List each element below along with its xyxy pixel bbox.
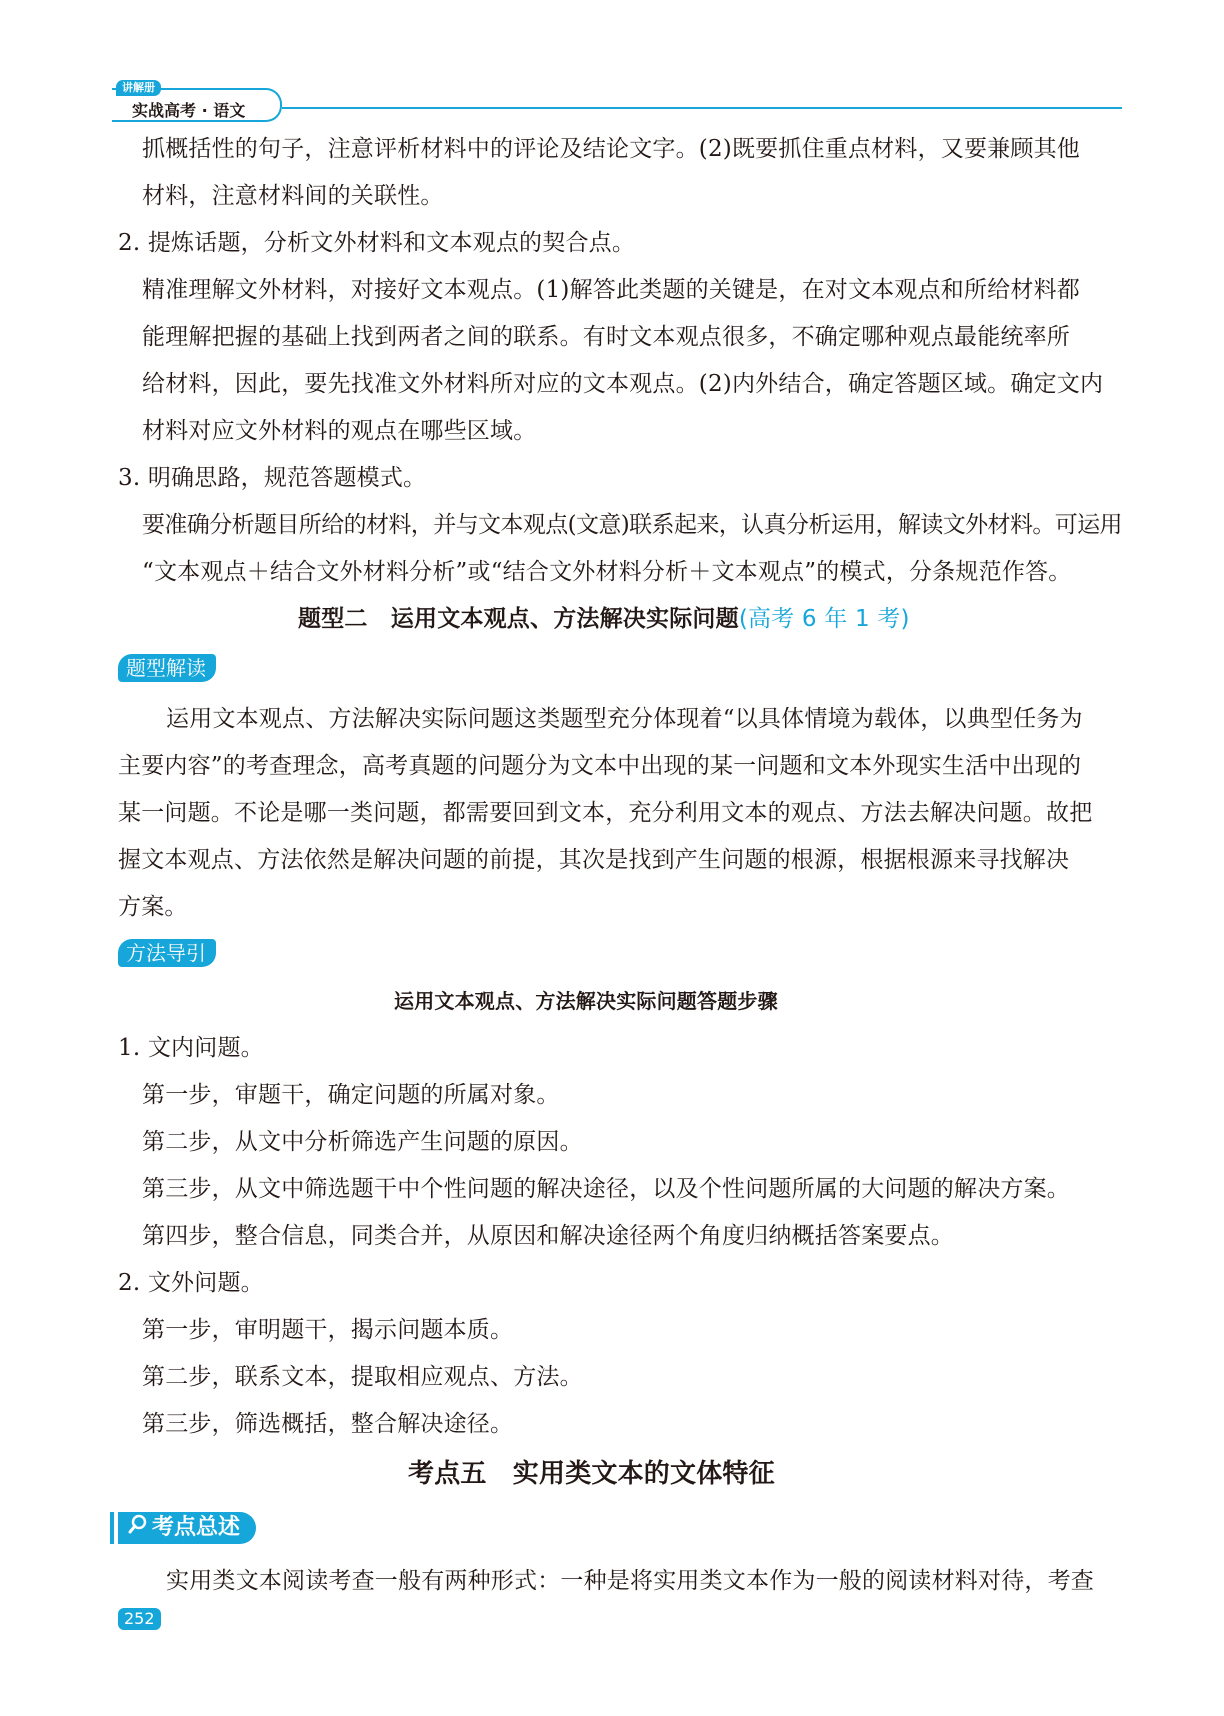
section-badge [118, 1512, 256, 1544]
step-item: 第三步，从文中筛选题干中个性问题的解决途径，以及个性问题所属的大问题的解决方案。 [142, 1176, 1070, 1202]
step-heading: 2. 文外问题。 [118, 1270, 264, 1296]
paragraph-line: 运用文本观点、方法解决实际问题这类题型充分体现着“以具体情境为载体，以典型任务为 [166, 706, 1083, 732]
step-item: 第二步，从文中分析筛选产生问题的原因。 [142, 1129, 583, 1155]
text-line: 精准理解文外材料，对接好文本观点。(1)解答此类题的关键是，在对文本观点和所给材料都 [142, 277, 1080, 303]
paragraph-line: 某一问题。不论是哪一类问题，都需要回到文本，充分利用文本的观点、方法去解决问题。故把 [118, 800, 1093, 826]
section-title: 考点五 实用类文本的文体特征 [408, 1459, 775, 1489]
header-badge: 讲解册 [116, 80, 161, 96]
header-title: 实战高考 · 语文 [132, 101, 246, 120]
text-line: 抓概括性的句子，注意评析材料中的评论及结论文字。(2)既要抓住重点材料，又要兼顾其他 [142, 136, 1080, 162]
text-line: 实用类文本阅读考查一般有两种形式：一种是将实用类文本作为一般的阅读材料对待，考查 [166, 1568, 1094, 1594]
step-item: 第三步，筛选概括，整合解决途径。 [142, 1411, 514, 1437]
step-heading: 1. 文内问题。 [118, 1035, 264, 1061]
page-header [112, 80, 1122, 124]
header-rule [282, 107, 1122, 109]
step-item: 第一步，审题干，确定问题的所属对象。 [142, 1082, 560, 1108]
paragraph-line: 方案。 [118, 894, 188, 920]
exam-frequency-note: (高考 6 年 1 考) [738, 606, 910, 632]
step-item: 第四步，整合信息，同类合并，从原因和解决途径两个角度归纳概括答案要点。 [142, 1223, 954, 1249]
section-badge-label: 考点总述 [152, 1515, 241, 1540]
step-item: 第一步，审明题干，揭示问题本质。 [142, 1317, 514, 1343]
tag-method: 方法导引 [118, 939, 216, 967]
section-badge-bar [110, 1512, 114, 1544]
list-item: 2. 提炼话题，分析文外材料和文本观点的契合点。 [118, 230, 636, 256]
text-line: 材料对应文外材料的观点在哪些区域。 [142, 418, 537, 444]
steps-title: 运用文本观点、方法解决实际问题答题步骤 [394, 989, 778, 1013]
page-number: 252 [118, 1608, 161, 1630]
paragraph-line: 握文本观点、方法依然是解决问题的前提，其次是找到产生问题的根源，根据根源来寻找解决 [118, 847, 1070, 873]
question-type-title [298, 604, 910, 634]
text-line: “文本观点＋结合文外材料分析”或“结合文外材料分析＋文本观点”的模式，分条规范作答。 [142, 559, 1072, 585]
text-line: 能理解把握的基础上找到两者之间的联系。有时文本观点很多，不确定哪种观点最能统率所 [142, 324, 1070, 350]
text-line: 给材料，因此，要先找准文外材料所对应的文本观点。(2)内外结合，确定答题区域。确定文内 [142, 371, 1104, 397]
step-item: 第二步，联系文本，提取相应观点、方法。 [142, 1364, 583, 1390]
paragraph-line: 主要内容”的考查理念，高考真题的问题分为文本中出现的某一问题和文本外现实生活中出现的 [118, 753, 1082, 779]
question-type-title-text: 题型二 运用文本观点、方法解决实际问题 [298, 606, 739, 632]
tag-interpret: 题型解读 [118, 654, 216, 682]
search-icon [128, 1512, 148, 1544]
text-line: 要准确分析题目所给的材料，并与文本观点(文意)联系起来，认真分析运用，解读文外材料。可运用 [142, 512, 1122, 538]
list-item: 3. 明确思路，规范答题模式。 [118, 465, 427, 491]
text-line: 材料，注意材料间的关联性。 [142, 183, 444, 209]
